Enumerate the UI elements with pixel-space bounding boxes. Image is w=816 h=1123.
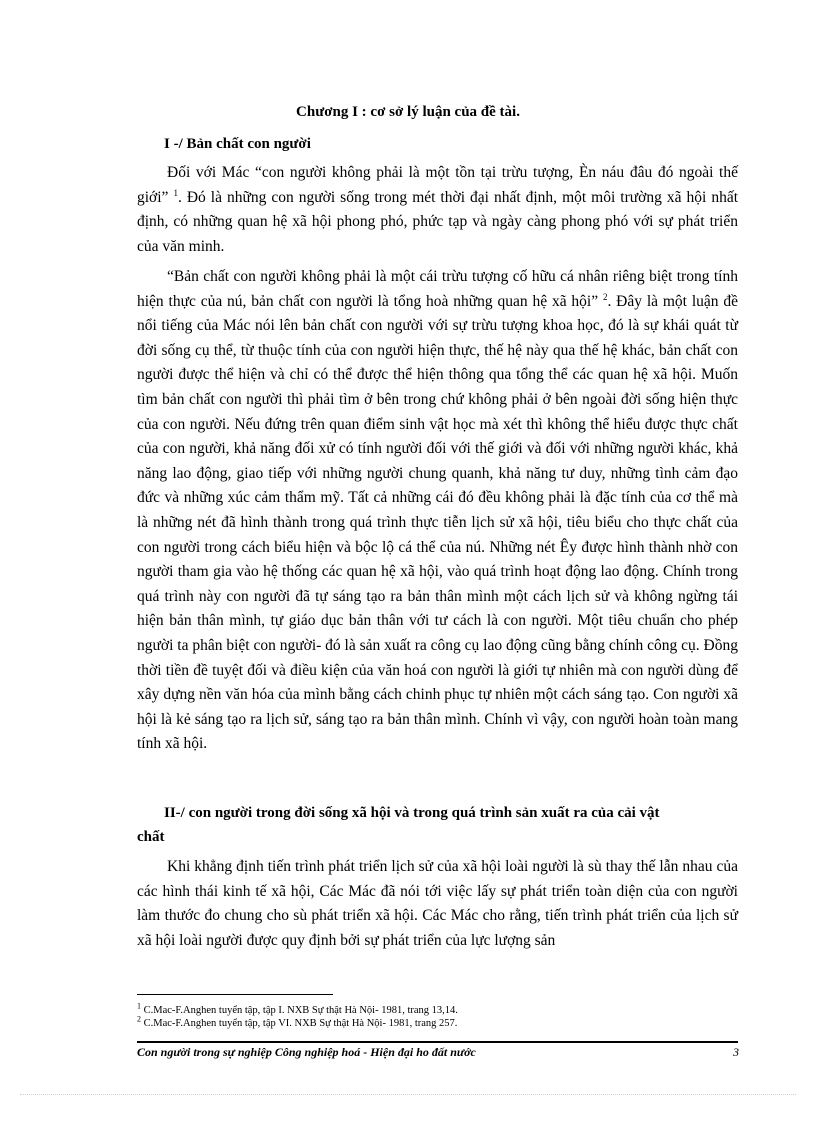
paragraph-3-text: Khi khẳng định tiến trình phát triển lịch sử của xã hội loài người là sù thay thế lẫn nhau của các hình thái kinh tế xã hội, Các Mác đã nói tới việc lấy sự phát triển toàn diện của con người làm thước đo chung cho sù phát triển xã hội. Các Mác cho rằng, tiến trình phát triển của lịch sử xã hội loài người được quy định bởi sự phát triển của lực lượng sản [137,858,738,949]
paragraph-2-tail: . Đây là một luận đề nổi tiếng của Mác nói lên bản chất con người với sự trừu tượng khoa học, đó là sự khái quát từ đời sống cụ thể, từ thuộc tính của con người hiện thực, thế hệ này qua thế hệ khác, bản chất con người được thể hiện và chỉ có thể được thể hiện thông qua tổng thể các quan hệ xã hội. Muốn tìm bản chất con người thì phải tìm ở bên trong chứ không phải ở bên ngoài đời sống hiện thực của con người. Nếu đứng trên quan điểm sinh vật học mà xét thì không thể hiểu được thực chất của con người, khả năng đối xử có tính người đối với thế giới và đối với những người khác, khả năng lao động, giao tiếp với những người chung quanh, khả năng tư duy, những tình cảm đạo đức và những xúc cảm thẩm mỹ. Tất cả những cái đó đều không phải là đặc tính của cơ thể mà là những nét đã hình thành trong quá trình thực tiễn lịch sử xã hội, tiêu biểu cho thực chất của con người trong cách biểu hiện và bộc lộ cá thể của nú. Những nét Êy được hình thành nhờ con người tham gia vào hệ thống các quan hệ xã hội, vào quá trình hoạt động lao động. Chính trong quá trình này con người đã tự sáng tạo ra bản thân mình một cách lịch sử và không ngừng tái hiện bản thân mình, tự giáo dục bản thân với tư cách là con người. Một tiêu chuẩn cho phép người ta phân biệt con người- đó là sản xuất ra công cụ lao động cũng bằng chính công cụ. Đồng thời tiền đề tuyệt đối và điều kiện của văn hoá con người là giới tự nhiên mà con người dùng để xây dựng nền văn hóa của mình bằng cách chinh phục tự nhiên một cách sáng tạo. Con người xã hội là kẻ sáng tạo ra lịch sử, sáng tạo ra bản thân mình. Chính vì vậy, con người hoàn toàn mang tính xã hội. [137,292,738,753]
paragraph-1-text: Đối với Mác “con người không phải là một tồn tại trừu tượng, Èn náu đâu đó ngoài thế giới” [137,164,738,206]
page-number: 3 [733,1045,739,1059]
paragraph-1-tail: . Đó là những con người sống trong mét thời đại nhất định, một môi trường xã hội nhất định, có những quan hệ xã hội phong phó, phức tạp và ngày càng phong phó với sự phát triển của văn minh. [137,188,739,255]
footnote-divider [137,994,333,995]
page-break-line [20,1094,796,1095]
footnote-1 [137,1001,458,1017]
section-heading-2-line2: chất [137,829,165,845]
section-heading-1: I -/ Bản chất con người [164,136,311,152]
footnote-2 [137,1014,458,1030]
footer-divider [137,1041,738,1043]
footer-title: Con người trong sự nghiệp Công nghiệp hoá - Hiện đại ho đất nước [137,1045,476,1059]
paragraph-1 [137,161,738,259]
chapter-title: Chương I : cơ sở lý luận của đề tài. [296,104,520,120]
paragraph-2-text: “Bản chất con người không phải là một cái trừu tượng cố hữu cá nhân riêng biệt trong tính hiện thực của nú, bản chất con người là tổng hoà những quan hệ xã hội” [137,268,738,310]
footnote-ref-1: 1 [173,187,178,198]
footnote-2-text: C.Mac-F.Anghen tuyển tập, tập VI. NXB Sự thật Hà Nội- 1981, trang 257. [143,1018,458,1029]
footnote-1-number: 1 [137,1001,141,1011]
footnote-1-text: C.Mac-F.Anghen tuyển tập, tập I. NXB Sự thật Hà Nội- 1981, trang 13,14. [143,1005,458,1016]
footnote-2-number: 2 [137,1014,141,1024]
section-heading-2-line1: II-/ con người trong đời sống xã hội và trong quá trình sản xuất ra của cải vật [164,805,660,821]
paragraph-2 [137,265,738,757]
footnote-ref-2: 2 [602,291,608,302]
paragraph-3 [137,855,738,953]
